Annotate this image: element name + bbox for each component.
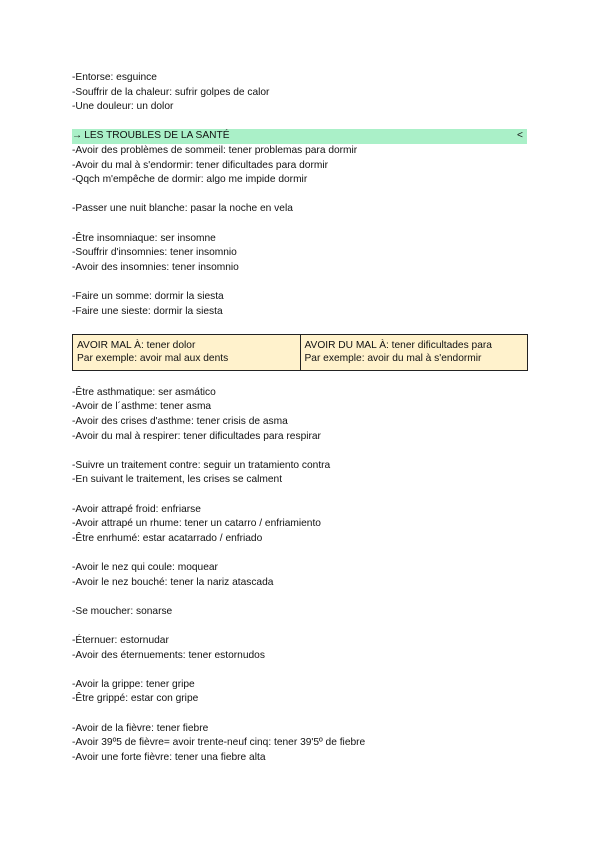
- vocab-line: -Être grippé: estar con gripe: [72, 693, 199, 705]
- note-cell-avoir-mal: [73, 335, 300, 371]
- vocab-line: -Être insomniaque: ser insomne: [72, 232, 216, 244]
- note-definition: AVOIR DU MAL À: tener dificultades para: [304, 339, 492, 351]
- vocab-line: -Éternuer: estornudar: [72, 634, 169, 646]
- vocab-line: -Avoir du mal à s'endormir: tener dificultades para dormir: [72, 159, 328, 171]
- vocab-line: -Souffrir d'insomnies: tener insomnio: [72, 247, 237, 259]
- section-heading: [72, 129, 527, 144]
- vocab-line: -Être enrhumé: estar acatarrado / enfriado: [72, 532, 263, 544]
- vocab-line: -Avoir des crises d'asthme: tener crisis de asma: [72, 416, 288, 428]
- nose-group: [72, 561, 528, 590]
- sleep-problems-group: [72, 144, 528, 188]
- section-heading-title: LES TROUBLES DE LA SANTÉ: [84, 130, 230, 142]
- document-body: [72, 71, 528, 780]
- vocab-line: -Avoir des problèmes de sommeil: tener problemas para dormir: [72, 144, 358, 156]
- intro-vocabulary-group: [72, 71, 528, 115]
- vocab-line: -Avoir du mal à respirer: tener dificultades para respirar: [72, 430, 321, 442]
- blow-nose-group: [72, 605, 528, 620]
- vocab-line: -Avoir de l´asthme: tener asma: [72, 401, 212, 413]
- vocab-line: -En suivant le traitement, les crises se calment: [72, 474, 283, 486]
- vocab-line: -Avoir attrapé un rhume: tener un catarro / enfriamiento: [72, 518, 321, 530]
- asthma-group: [72, 386, 528, 444]
- grammar-note-box: [72, 334, 528, 372]
- vocab-line: -Être asthmatique: ser asmático: [72, 386, 216, 398]
- note-cell-avoir-du-mal: [300, 335, 528, 371]
- vocab-line: -Avoir le nez qui coule: moquear: [72, 562, 218, 573]
- treatment-group: [72, 459, 528, 488]
- vocab-line: -Suivre un traitement contre: seguir un tratamiento contra: [72, 459, 331, 471]
- heading-end-mark: <: [517, 130, 523, 142]
- vocab-line: -Avoir attrapé froid: enfriarse: [72, 503, 201, 515]
- vocab-line: -Avoir des insomnies: tener insomnio: [72, 261, 239, 273]
- right-arrow-icon: →: [72, 130, 83, 142]
- vocab-line: -Avoir des éternuements: tener estornudos: [72, 649, 265, 661]
- vocab-line: -Avoir 39º5 de fièvre= avoir trente-neuf cinq: tener 39'5º de fiebre: [72, 737, 366, 749]
- fever-group: [72, 722, 528, 766]
- nap-group: [72, 290, 528, 319]
- sleepless-night-group: [72, 202, 528, 217]
- cold-group: [72, 503, 528, 547]
- vocab-line: -Avoir une forte fièvre: tener una fiebre alta: [72, 751, 266, 763]
- vocab-line: -Qqch m'empêche de dormir: algo me impide dormir: [72, 174, 308, 186]
- vocab-line: -Faire une sieste: dormir la siesta: [72, 305, 223, 317]
- vocab-line: -Se moucher: sonarse: [72, 605, 173, 617]
- sneeze-group: [72, 634, 528, 663]
- vocab-line: -Passer une nuit blanche: pasar la noche en vela: [72, 203, 293, 215]
- note-example: Par exemple: avoir du mal à s'endormir: [304, 353, 482, 365]
- vocab-line: -Avoir de la fièvre: tener fiebre: [72, 722, 209, 734]
- vocab-line: -Faire un somme: dormir la siesta: [72, 290, 224, 302]
- vocab-line: -Entorse: esguince: [72, 72, 157, 83]
- flu-group: [72, 678, 528, 707]
- vocab-line: -Une douleur: un dolor: [72, 101, 174, 113]
- note-example: Par exemple: avoir mal aux dents: [77, 353, 229, 365]
- note-definition: AVOIR MAL À: tener dolor: [77, 339, 196, 351]
- vocab-line: -Souffrir de la chaleur: sufrir golpes de calor: [72, 86, 270, 98]
- vocab-line: -Avoir le nez bouché: tener la nariz atascada: [72, 576, 274, 588]
- insomnia-group: [72, 232, 528, 276]
- vocab-line: -Avoir la grippe: tener gripe: [72, 678, 195, 690]
